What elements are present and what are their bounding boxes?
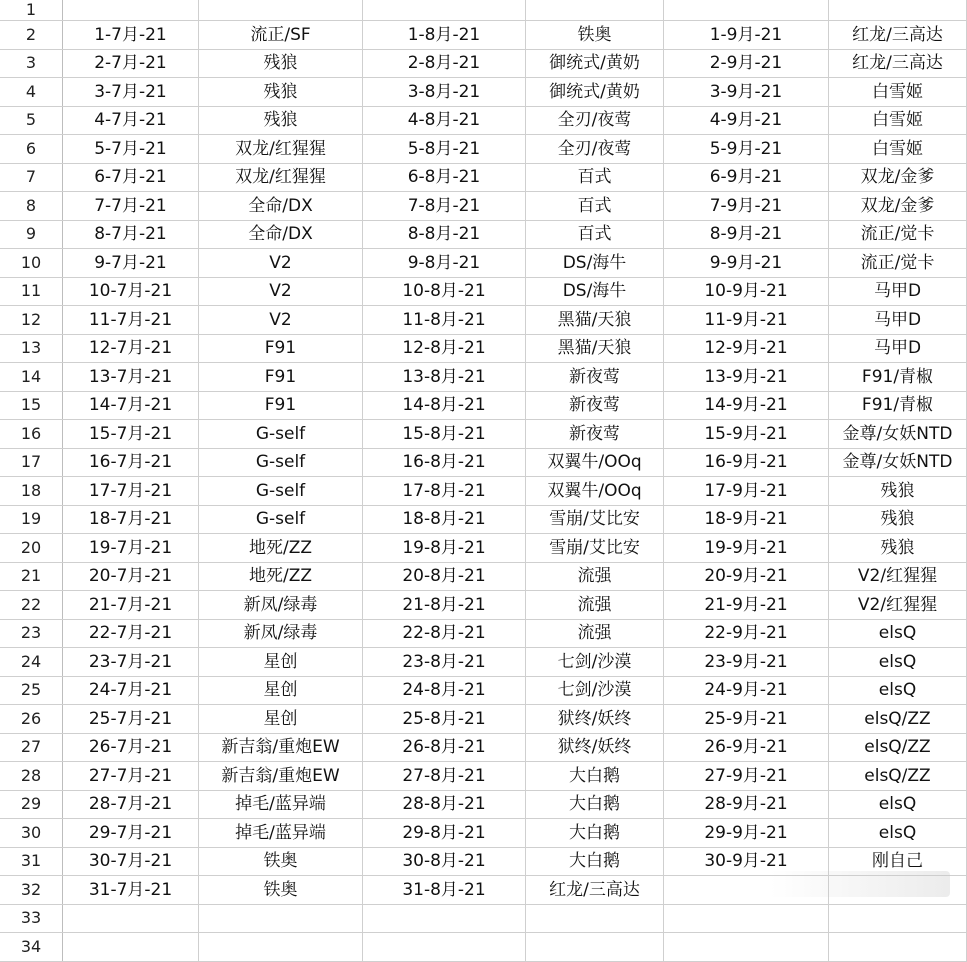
cell[interactable]: 双翼牛/OOq <box>526 477 664 506</box>
table-row <box>0 619 967 648</box>
cell[interactable]: 19-7月-21 <box>63 534 199 563</box>
cell[interactable]: 10-9月-21 <box>664 277 829 306</box>
cell[interactable]: 掉毛/蓝异端 <box>199 790 363 819</box>
cell[interactable]: G-self <box>199 448 363 477</box>
cell[interactable]: 大白鹅 <box>526 790 664 819</box>
cell[interactable]: 铁奥 <box>199 876 363 905</box>
table-row <box>0 562 967 591</box>
row-header[interactable]: 34 <box>0 933 63 962</box>
table-row <box>0 534 967 563</box>
cell[interactable]: 25-9月-21 <box>664 705 829 734</box>
row-header[interactable]: 33 <box>0 904 63 933</box>
cell[interactable]: 新夜莺 <box>526 391 664 420</box>
cell[interactable]: 16-8月-21 <box>363 448 526 477</box>
cell[interactable]: 全刃/夜莺 <box>526 135 664 164</box>
cell[interactable]: V2 <box>199 306 363 335</box>
cell[interactable]: 狱终/妖终 <box>526 705 664 734</box>
cell[interactable]: 25-8月-21 <box>363 705 526 734</box>
cell[interactable]: 3-7月-21 <box>63 78 199 107</box>
row-header[interactable]: 26 <box>0 705 63 734</box>
cell[interactable]: 白雪姬 <box>829 106 967 135</box>
row-header[interactable]: 16 <box>0 420 63 449</box>
cell[interactable]: G-self <box>199 505 363 534</box>
cell[interactable]: 百式 <box>526 220 664 249</box>
row-header[interactable]: 32 <box>0 876 63 905</box>
cell[interactable] <box>526 904 664 933</box>
row-header[interactable]: 18 <box>0 477 63 506</box>
cell[interactable]: 6-8月-21 <box>363 163 526 192</box>
cell[interactable]: 5-9月-21 <box>664 135 829 164</box>
cell[interactable]: 25-7月-21 <box>63 705 199 734</box>
table-row <box>0 391 967 420</box>
cell[interactable] <box>664 933 829 962</box>
cell[interactable]: 14-8月-21 <box>363 391 526 420</box>
cell[interactable]: 星创 <box>199 648 363 677</box>
table-row <box>0 933 967 962</box>
cell[interactable]: 12-9月-21 <box>664 334 829 363</box>
cell[interactable]: 金尊/女妖NTD <box>829 448 967 477</box>
cell[interactable]: F91 <box>199 334 363 363</box>
row-header[interactable]: 28 <box>0 762 63 791</box>
cell[interactable] <box>199 0 363 21</box>
cell[interactable]: elsQ <box>829 819 967 848</box>
cell[interactable]: 3-9月-21 <box>664 78 829 107</box>
table-row <box>0 790 967 819</box>
row-header[interactable]: 12 <box>0 306 63 335</box>
cell[interactable]: 七剑/沙漠 <box>526 648 664 677</box>
cell[interactable]: 全刃/夜莺 <box>526 106 664 135</box>
row-header[interactable]: 10 <box>0 249 63 278</box>
cell[interactable]: 29-8月-21 <box>363 819 526 848</box>
cell[interactable] <box>363 0 526 21</box>
cell[interactable]: 雪崩/艾比安 <box>526 505 664 534</box>
cell[interactable]: 流正/觉卡 <box>829 249 967 278</box>
cell[interactable]: G-self <box>199 477 363 506</box>
cell[interactable]: 红龙/三高达 <box>829 49 967 78</box>
row-header[interactable]: 5 <box>0 106 63 135</box>
cell[interactable] <box>526 0 664 21</box>
cell[interactable] <box>829 904 967 933</box>
table-row <box>0 420 967 449</box>
cell[interactable]: 2-9月-21 <box>664 49 829 78</box>
cell[interactable]: 31-8月-21 <box>363 876 526 905</box>
row-header[interactable]: 25 <box>0 676 63 705</box>
cell[interactable]: 5-7月-21 <box>63 135 199 164</box>
row-header[interactable]: 19 <box>0 505 63 534</box>
table-row <box>0 21 967 50</box>
cell[interactable]: DS/海牛 <box>526 249 664 278</box>
cell[interactable]: 铁奥 <box>526 21 664 50</box>
cell[interactable]: 狱终/妖终 <box>526 733 664 762</box>
cell[interactable]: F91/青椒 <box>829 363 967 392</box>
table-row <box>0 306 967 335</box>
cell[interactable]: 地死/ZZ <box>199 562 363 591</box>
cell[interactable]: 14-7月-21 <box>63 391 199 420</box>
cell[interactable]: 红龙/三高达 <box>829 21 967 50</box>
table-row <box>0 334 967 363</box>
cell[interactable]: 15-8月-21 <box>363 420 526 449</box>
table-row <box>0 0 967 21</box>
cell[interactable]: 18-9月-21 <box>664 505 829 534</box>
cell[interactable]: 全命/DX <box>199 220 363 249</box>
cell[interactable]: 残狼 <box>829 534 967 563</box>
cell[interactable]: 2-8月-21 <box>363 49 526 78</box>
cell[interactable] <box>664 0 829 21</box>
cell[interactable]: 17-8月-21 <box>363 477 526 506</box>
cell[interactable]: 30-8月-21 <box>363 847 526 876</box>
table-row <box>0 106 967 135</box>
cell[interactable]: 双龙/金爹 <box>829 192 967 221</box>
cell[interactable]: 残狼 <box>829 505 967 534</box>
cell[interactable]: 16-9月-21 <box>664 448 829 477</box>
table-row <box>0 192 967 221</box>
cell[interactable] <box>199 904 363 933</box>
cell[interactable]: 黑猫/天狼 <box>526 334 664 363</box>
cell[interactable]: 22-8月-21 <box>363 619 526 648</box>
cell[interactable]: 流强 <box>526 562 664 591</box>
cell[interactable]: 雪崩/艾比安 <box>526 534 664 563</box>
cell[interactable]: 12-7月-21 <box>63 334 199 363</box>
cell[interactable]: 7-7月-21 <box>63 192 199 221</box>
cell[interactable]: 黑猫/天狼 <box>526 306 664 335</box>
cell[interactable]: 17-7月-21 <box>63 477 199 506</box>
row-header[interactable]: 3 <box>0 49 63 78</box>
cell[interactable]: F91 <box>199 363 363 392</box>
cell[interactable]: 28-8月-21 <box>363 790 526 819</box>
cell[interactable]: 残狼 <box>199 106 363 135</box>
cell[interactable]: 31-7月-21 <box>63 876 199 905</box>
table-row <box>0 591 967 620</box>
cell[interactable]: elsQ <box>829 676 967 705</box>
cell[interactable]: 全命/DX <box>199 192 363 221</box>
table-row <box>0 648 967 677</box>
table-row <box>0 277 967 306</box>
table-row <box>0 135 967 164</box>
cell[interactable]: 10-7月-21 <box>63 277 199 306</box>
cell[interactable]: 七剑/沙漠 <box>526 676 664 705</box>
table-row <box>0 49 967 78</box>
cell[interactable]: elsQ <box>829 648 967 677</box>
cell[interactable]: 11-8月-21 <box>363 306 526 335</box>
cell[interactable]: 19-8月-21 <box>363 534 526 563</box>
row-header[interactable]: 30 <box>0 819 63 848</box>
cell[interactable]: 22-9月-21 <box>664 619 829 648</box>
cell[interactable]: 7-8月-21 <box>363 192 526 221</box>
row-header[interactable]: 22 <box>0 591 63 620</box>
cell[interactable]: elsQ <box>829 619 967 648</box>
table-row <box>0 363 967 392</box>
cell[interactable]: 流正/觉卡 <box>829 220 967 249</box>
cell[interactable]: 21-7月-21 <box>63 591 199 620</box>
row-header[interactable]: 8 <box>0 192 63 221</box>
cell[interactable]: 新凤/绿毒 <box>199 619 363 648</box>
cell[interactable] <box>829 0 967 21</box>
row-header[interactable]: 4 <box>0 78 63 107</box>
cell[interactable]: 11-7月-21 <box>63 306 199 335</box>
row-header[interactable]: 23 <box>0 619 63 648</box>
cell[interactable]: 御统式/黄奶 <box>526 78 664 107</box>
cell[interactable]: 24-9月-21 <box>664 676 829 705</box>
row-header[interactable]: 2 <box>0 21 63 50</box>
table-row <box>0 220 967 249</box>
cell[interactable]: elsQ/ZZ <box>829 762 967 791</box>
cell[interactable]: 30-7月-21 <box>63 847 199 876</box>
cell[interactable]: 7-9月-21 <box>664 192 829 221</box>
cell[interactable]: 双龙/金爹 <box>829 163 967 192</box>
cell[interactable]: 流正/SF <box>199 21 363 50</box>
cell[interactable]: 1-9月-21 <box>664 21 829 50</box>
cell[interactable]: 2-7月-21 <box>63 49 199 78</box>
cell[interactable]: 18-8月-21 <box>363 505 526 534</box>
cell[interactable]: 8-7月-21 <box>63 220 199 249</box>
table-row <box>0 163 967 192</box>
cell[interactable]: 15-7月-21 <box>63 420 199 449</box>
cell[interactable]: 金尊/女妖NTD <box>829 420 967 449</box>
cell[interactable]: 19-9月-21 <box>664 534 829 563</box>
cell[interactable]: 27-7月-21 <box>63 762 199 791</box>
row-header[interactable]: 7 <box>0 163 63 192</box>
cell[interactable]: 6-9月-21 <box>664 163 829 192</box>
cell[interactable]: elsQ/ZZ <box>829 733 967 762</box>
cell[interactable]: 9-7月-21 <box>63 249 199 278</box>
cell[interactable]: 28-7月-21 <box>63 790 199 819</box>
cell[interactable]: 新夜莺 <box>526 363 664 392</box>
table-row <box>0 676 967 705</box>
cell[interactable] <box>63 904 199 933</box>
cell[interactable]: 流强 <box>526 591 664 620</box>
cell[interactable]: 新吉翁/重炮EW <box>199 762 363 791</box>
cell[interactable]: 13-9月-21 <box>664 363 829 392</box>
cell[interactable] <box>63 933 199 962</box>
cell[interactable]: 新吉翁/重炮EW <box>199 733 363 762</box>
cell[interactable]: V2/红猩猩 <box>829 591 967 620</box>
row-header[interactable]: 15 <box>0 391 63 420</box>
cell[interactable]: 15-9月-21 <box>664 420 829 449</box>
cell[interactable]: F91 <box>199 391 363 420</box>
cell[interactable]: 4-8月-21 <box>363 106 526 135</box>
row-header[interactable]: 1 <box>0 0 63 21</box>
cell[interactable]: 大白鹅 <box>526 847 664 876</box>
cell[interactable]: 马甲D <box>829 334 967 363</box>
table-row <box>0 819 967 848</box>
cell[interactable]: 掉毛/蓝异端 <box>199 819 363 848</box>
cell[interactable]: 大白鹅 <box>526 819 664 848</box>
cell[interactable]: 4-9月-21 <box>664 106 829 135</box>
table-row <box>0 505 967 534</box>
row-header[interactable]: 6 <box>0 135 63 164</box>
cell[interactable]: 刚自己 <box>829 847 967 876</box>
cell[interactable]: DS/海牛 <box>526 277 664 306</box>
cell[interactable]: 14-9月-21 <box>664 391 829 420</box>
cell[interactable]: 6-7月-21 <box>63 163 199 192</box>
cell[interactable]: 26-9月-21 <box>664 733 829 762</box>
cell[interactable]: 新凤/绿毒 <box>199 591 363 620</box>
cell[interactable]: 残狼 <box>199 49 363 78</box>
cell[interactable]: 29-9月-21 <box>664 819 829 848</box>
cell[interactable]: 21-9月-21 <box>664 591 829 620</box>
table-row <box>0 762 967 791</box>
cell[interactable]: 新夜莺 <box>526 420 664 449</box>
cell[interactable]: 双龙/红猩猩 <box>199 163 363 192</box>
cell[interactable]: 23-8月-21 <box>363 648 526 677</box>
cell[interactable]: 8-8月-21 <box>363 220 526 249</box>
cell[interactable]: elsQ/ZZ <box>829 705 967 734</box>
cell[interactable]: V2 <box>199 277 363 306</box>
cell[interactable]: 星创 <box>199 705 363 734</box>
row-header[interactable]: 17 <box>0 448 63 477</box>
cell[interactable] <box>63 0 199 21</box>
cell[interactable] <box>526 933 664 962</box>
cell[interactable] <box>363 933 526 962</box>
cell[interactable]: 百式 <box>526 163 664 192</box>
cell[interactable]: 27-8月-21 <box>363 762 526 791</box>
cell[interactable]: 残狼 <box>829 477 967 506</box>
cell[interactable]: 23-9月-21 <box>664 648 829 677</box>
cell[interactable]: 马甲D <box>829 306 967 335</box>
cell[interactable]: 18-7月-21 <box>63 505 199 534</box>
cell[interactable]: 21-8月-21 <box>363 591 526 620</box>
table-row <box>0 448 967 477</box>
row-header[interactable]: 31 <box>0 847 63 876</box>
cell[interactable]: 双翼牛/OOq <box>526 448 664 477</box>
cell[interactable]: 9-8月-21 <box>363 249 526 278</box>
cell[interactable]: 星创 <box>199 676 363 705</box>
table-row <box>0 477 967 506</box>
cell[interactable]: 马甲D <box>829 277 967 306</box>
cell[interactable]: 1-8月-21 <box>363 21 526 50</box>
row-header[interactable]: 20 <box>0 534 63 563</box>
cell[interactable]: G-self <box>199 420 363 449</box>
cell[interactable]: 28-9月-21 <box>664 790 829 819</box>
table-row <box>0 705 967 734</box>
cell[interactable] <box>829 933 967 962</box>
cell[interactable]: 3-8月-21 <box>363 78 526 107</box>
cell[interactable]: 百式 <box>526 192 664 221</box>
row-header[interactable]: 29 <box>0 790 63 819</box>
row-header[interactable]: 27 <box>0 733 63 762</box>
row-header[interactable]: 24 <box>0 648 63 677</box>
cell[interactable]: 20-7月-21 <box>63 562 199 591</box>
cell[interactable]: 大白鹅 <box>526 762 664 791</box>
table-row <box>0 733 967 762</box>
cell[interactable] <box>199 933 363 962</box>
cell[interactable]: 30-9月-21 <box>664 847 829 876</box>
cell[interactable]: 13-7月-21 <box>63 363 199 392</box>
cell[interactable]: 1-7月-21 <box>63 21 199 50</box>
cell[interactable]: 20-9月-21 <box>664 562 829 591</box>
row-header[interactable]: 9 <box>0 220 63 249</box>
cell[interactable]: 23-7月-21 <box>63 648 199 677</box>
cell[interactable] <box>664 904 829 933</box>
cell[interactable]: 残狼 <box>199 78 363 107</box>
cell[interactable]: 11-9月-21 <box>664 306 829 335</box>
cell[interactable]: 地死/ZZ <box>199 534 363 563</box>
cell[interactable]: 白雪姬 <box>829 78 967 107</box>
table-row <box>0 249 967 278</box>
row-header[interactable]: 21 <box>0 562 63 591</box>
cell[interactable]: 26-7月-21 <box>63 733 199 762</box>
cell[interactable]: 24-8月-21 <box>363 676 526 705</box>
table-row <box>0 904 967 933</box>
cell[interactable]: 24-7月-21 <box>63 676 199 705</box>
cell[interactable]: 8-9月-21 <box>664 220 829 249</box>
cell[interactable]: 流强 <box>526 619 664 648</box>
cell[interactable] <box>363 904 526 933</box>
cell[interactable]: 4-7月-21 <box>63 106 199 135</box>
cell[interactable]: 白雪姬 <box>829 135 967 164</box>
cell[interactable]: elsQ <box>829 790 967 819</box>
cell[interactable]: V2/红猩猩 <box>829 562 967 591</box>
cell[interactable]: 27-9月-21 <box>664 762 829 791</box>
cell[interactable]: 铁奥 <box>199 847 363 876</box>
watermark <box>770 871 950 897</box>
cell[interactable]: 9-9月-21 <box>664 249 829 278</box>
cell[interactable]: 御统式/黄奶 <box>526 49 664 78</box>
cell[interactable]: 26-8月-21 <box>363 733 526 762</box>
cell[interactable]: 13-8月-21 <box>363 363 526 392</box>
cell[interactable]: V2 <box>199 249 363 278</box>
row-header[interactable]: 11 <box>0 277 63 306</box>
cell[interactable]: 双龙/红猩猩 <box>199 135 363 164</box>
cell[interactable]: 16-7月-21 <box>63 448 199 477</box>
cell[interactable]: 10-8月-21 <box>363 277 526 306</box>
cell[interactable]: 17-9月-21 <box>664 477 829 506</box>
cell[interactable]: 12-8月-21 <box>363 334 526 363</box>
cell[interactable]: 红龙/三高达 <box>526 876 664 905</box>
cell[interactable]: 20-8月-21 <box>363 562 526 591</box>
cell[interactable]: 5-8月-21 <box>363 135 526 164</box>
row-header[interactable]: 13 <box>0 334 63 363</box>
cell[interactable]: 29-7月-21 <box>63 819 199 848</box>
cell[interactable]: 22-7月-21 <box>63 619 199 648</box>
cell[interactable]: F91/青椒 <box>829 391 967 420</box>
row-header[interactable]: 14 <box>0 363 63 392</box>
table-row <box>0 78 967 107</box>
